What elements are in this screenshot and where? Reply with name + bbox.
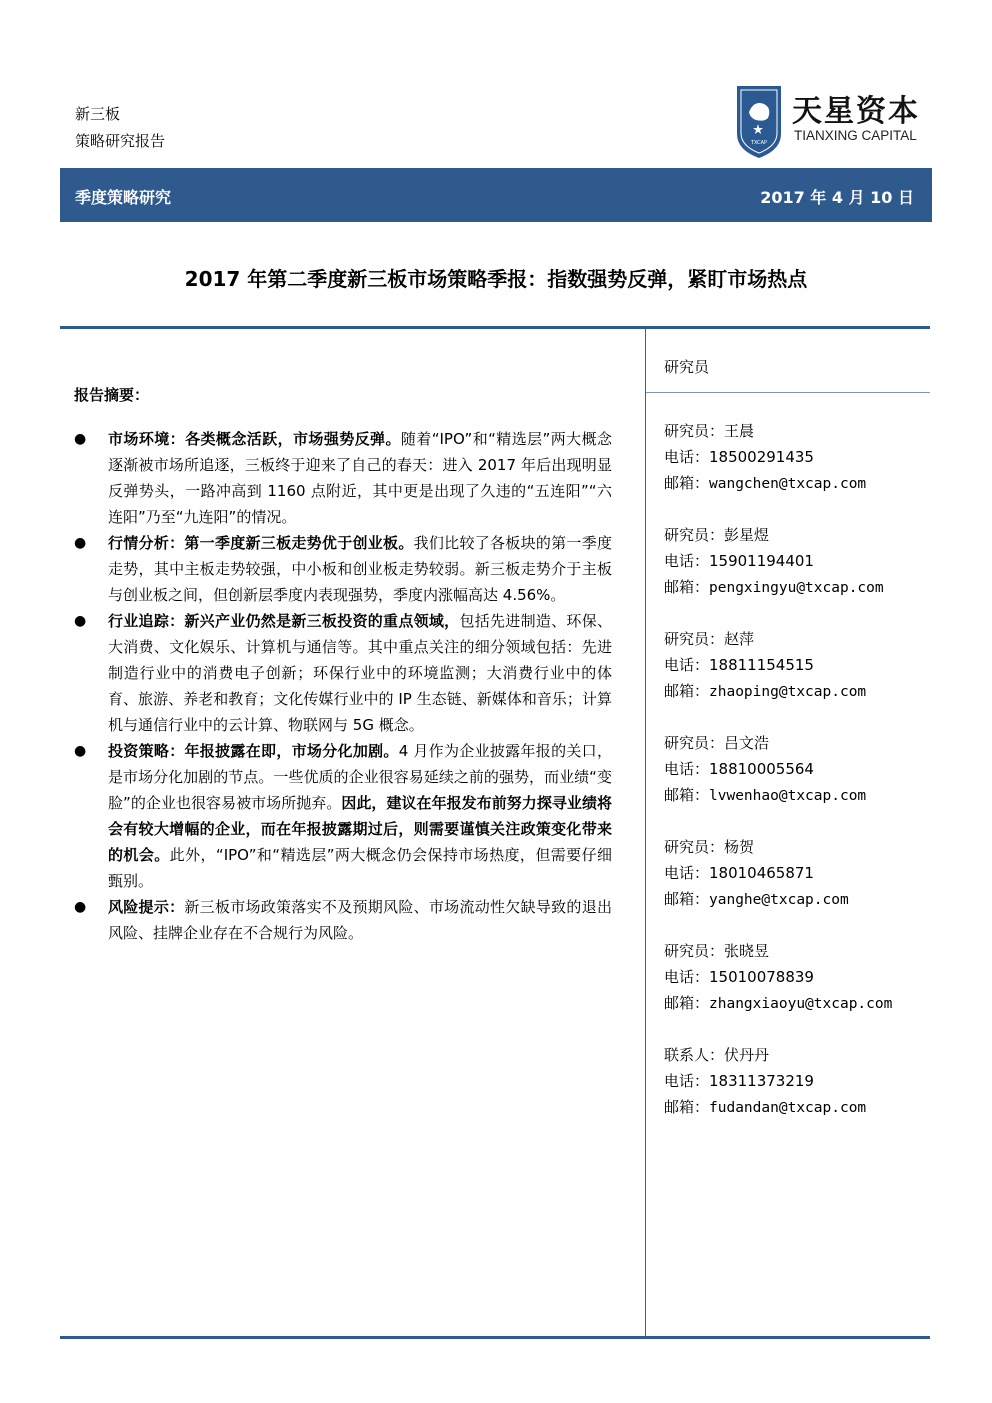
contact-email[interactable]: yanghe@txcap.com: [709, 892, 849, 908]
email-label: 邮箱：: [664, 578, 710, 596]
item-heading: 市场环境：各类概念活跃，市场强势反弹。: [108, 430, 401, 448]
bullet-icon: ●: [74, 899, 87, 915]
item-heading: 行业追踪：新兴产业仍然是新三板投资的重点领域，: [108, 612, 460, 630]
top-divider: [60, 326, 930, 329]
contact-email-row: [664, 886, 930, 912]
contact-email[interactable]: wangchen@txcap.com: [709, 476, 867, 492]
item-emphasis: 因此，建议在年报发布前努力探寻业绩将会有较大增幅的企业，而在年报披露期过后，则需要谨慎关注政策变化带来的机会。: [108, 794, 612, 864]
contact-email-row: [664, 1094, 930, 1120]
contact-role: 研究员：杨贺: [664, 838, 755, 856]
email-label: 邮箱：: [664, 994, 710, 1012]
contact-role: 联系人：伏丹丹: [664, 1046, 770, 1064]
contact-phone: 电话：18811154515: [664, 656, 814, 674]
contact-email-row: [664, 574, 930, 600]
item-text: 包括先进制造、环保、大消费、文化娱乐、计算机与通信等。其中重点关注的细分领域包括：先进制造行业中的消费电子创新；环保行业中的环境监测；大消费行业中的体育、旅游、养老和教育；文化传媒行业中的 IP 生态链、新媒体和音乐；计算机与通信行业中的云计算、物联网与 5G 概念。: [108, 612, 612, 734]
header-category-block: [75, 101, 165, 155]
header-report-type: 策略研究报告: [75, 132, 166, 150]
email-label: 邮箱：: [664, 890, 710, 908]
contact-card: [664, 730, 930, 808]
email-label: 邮箱：: [664, 682, 710, 700]
contact-card: [664, 522, 930, 600]
item-text: 新三板市场政策落实不及预期风险、市场流动性欠缺导致的退出风险、挂牌企业存在不合规行为风险。: [108, 898, 612, 942]
shield-logo-icon: [734, 82, 784, 160]
bottom-divider: [60, 1336, 930, 1339]
contact-email-row: [664, 990, 930, 1016]
contact-list: [664, 418, 930, 1146]
item-text: 我们比较了各板块的第一季度走势，其中主板走势较强，中小板和创业板走势较弱。新三板走势介于主板与创业板之间，但创新层季度内表现强势，季度内涨幅高达 4.56%。: [108, 534, 612, 604]
contact-email[interactable]: fudandan@txcap.com: [709, 1100, 867, 1116]
email-label: 邮箱：: [664, 786, 710, 804]
bullet-icon: ●: [74, 743, 87, 759]
bullet-icon: ●: [74, 613, 87, 629]
bullet-icon: ●: [74, 431, 87, 447]
banner-date: 2017 年 4 月 10 日: [760, 188, 914, 207]
contact-email-row: [664, 782, 930, 808]
contact-role: 研究员：张晓昱: [664, 942, 770, 960]
contact-email[interactable]: pengxingyu@txcap.com: [709, 580, 884, 596]
contact-card: [664, 834, 930, 912]
logo-name-en: TIANXING CAPITAL: [794, 128, 917, 143]
contact-card: [664, 1042, 930, 1120]
contact-email[interactable]: zhaoping@txcap.com: [709, 684, 867, 700]
column-divider: [645, 329, 646, 1336]
bullet-icon: ●: [74, 535, 87, 551]
contact-card: [664, 626, 930, 704]
item-heading: 行情分析：第一季度新三板走势优于创业板。: [108, 534, 414, 552]
contact-email-row: [664, 678, 930, 704]
abstract-item: [74, 738, 612, 894]
contact-card: [664, 938, 930, 1016]
abstract-item: [74, 608, 612, 738]
banner-section: 季度策略研究: [75, 188, 172, 207]
section-banner: [60, 168, 932, 222]
contact-role: 研究员：彭星煜: [664, 526, 770, 544]
item-text-2: 此外，“IPO”和“精选层”两大概念仍会保持市场热度，但需要仔细甄别。: [108, 846, 612, 890]
contact-email[interactable]: zhangxiaoyu@txcap.com: [709, 996, 893, 1012]
company-logo: [734, 82, 934, 160]
sidebar-heading: 研究员: [664, 358, 710, 376]
contact-phone: 电话：15901194401: [664, 552, 814, 570]
contact-email-row: [664, 470, 930, 496]
item-text: 随着“IPO”和“精选层”两大概念逐渐被市场所追逐，三板终于迎来了自己的春天：进入 2017 年后出现明显反弹势头，一路冲高到 1160 点附近，其中更是出现了久违的“五连阳”“六连阳”乃至“九连阳”的情况。: [108, 430, 612, 526]
email-label: 邮箱：: [664, 1098, 710, 1116]
abstract-list: [74, 426, 612, 946]
contact-role: 研究员：赵萍: [664, 630, 755, 648]
report-title: 2017 年第二季度新三板市场策略季报：指数强势反弹，紧盯市场热点: [184, 267, 808, 291]
contact-role: 研究员：王晨: [664, 422, 755, 440]
contact-phone: 电话：18311373219: [664, 1072, 814, 1090]
abstract-title: 报告摘要：: [74, 386, 150, 404]
email-label: 邮箱：: [664, 474, 710, 492]
item-text: 4 月作为企业披露年报的关口，是市场分化加剧的节点。一些优质的企业很容易延续之前的强势，而业绩“变脸”的企业也很容易被市场所抛弃。: [108, 742, 612, 812]
header-category: 新三板: [75, 105, 121, 123]
contact-card: [664, 418, 930, 496]
contact-email[interactable]: lvwenhao@txcap.com: [709, 788, 867, 804]
contact-phone: 电话：15010078839: [664, 968, 814, 986]
item-heading: 投资策略：年报披露在即，市场分化加剧。: [108, 742, 399, 760]
abstract-item: [74, 426, 612, 530]
svg-text:TXCAP: TXCAP: [750, 140, 768, 146]
contact-phone: 电话：18500291435: [664, 448, 814, 466]
contact-phone: 电话：18010465871: [664, 864, 814, 882]
contact-phone: 电话：18810005564: [664, 760, 814, 778]
item-heading: 风险提示：: [108, 898, 185, 916]
contact-role: 研究员：吕文浩: [664, 734, 770, 752]
sidebar-heading-divider: [646, 392, 930, 393]
abstract-item: [74, 894, 612, 946]
logo-name-cn: 天星资本: [792, 94, 920, 129]
abstract-item: [74, 530, 612, 608]
